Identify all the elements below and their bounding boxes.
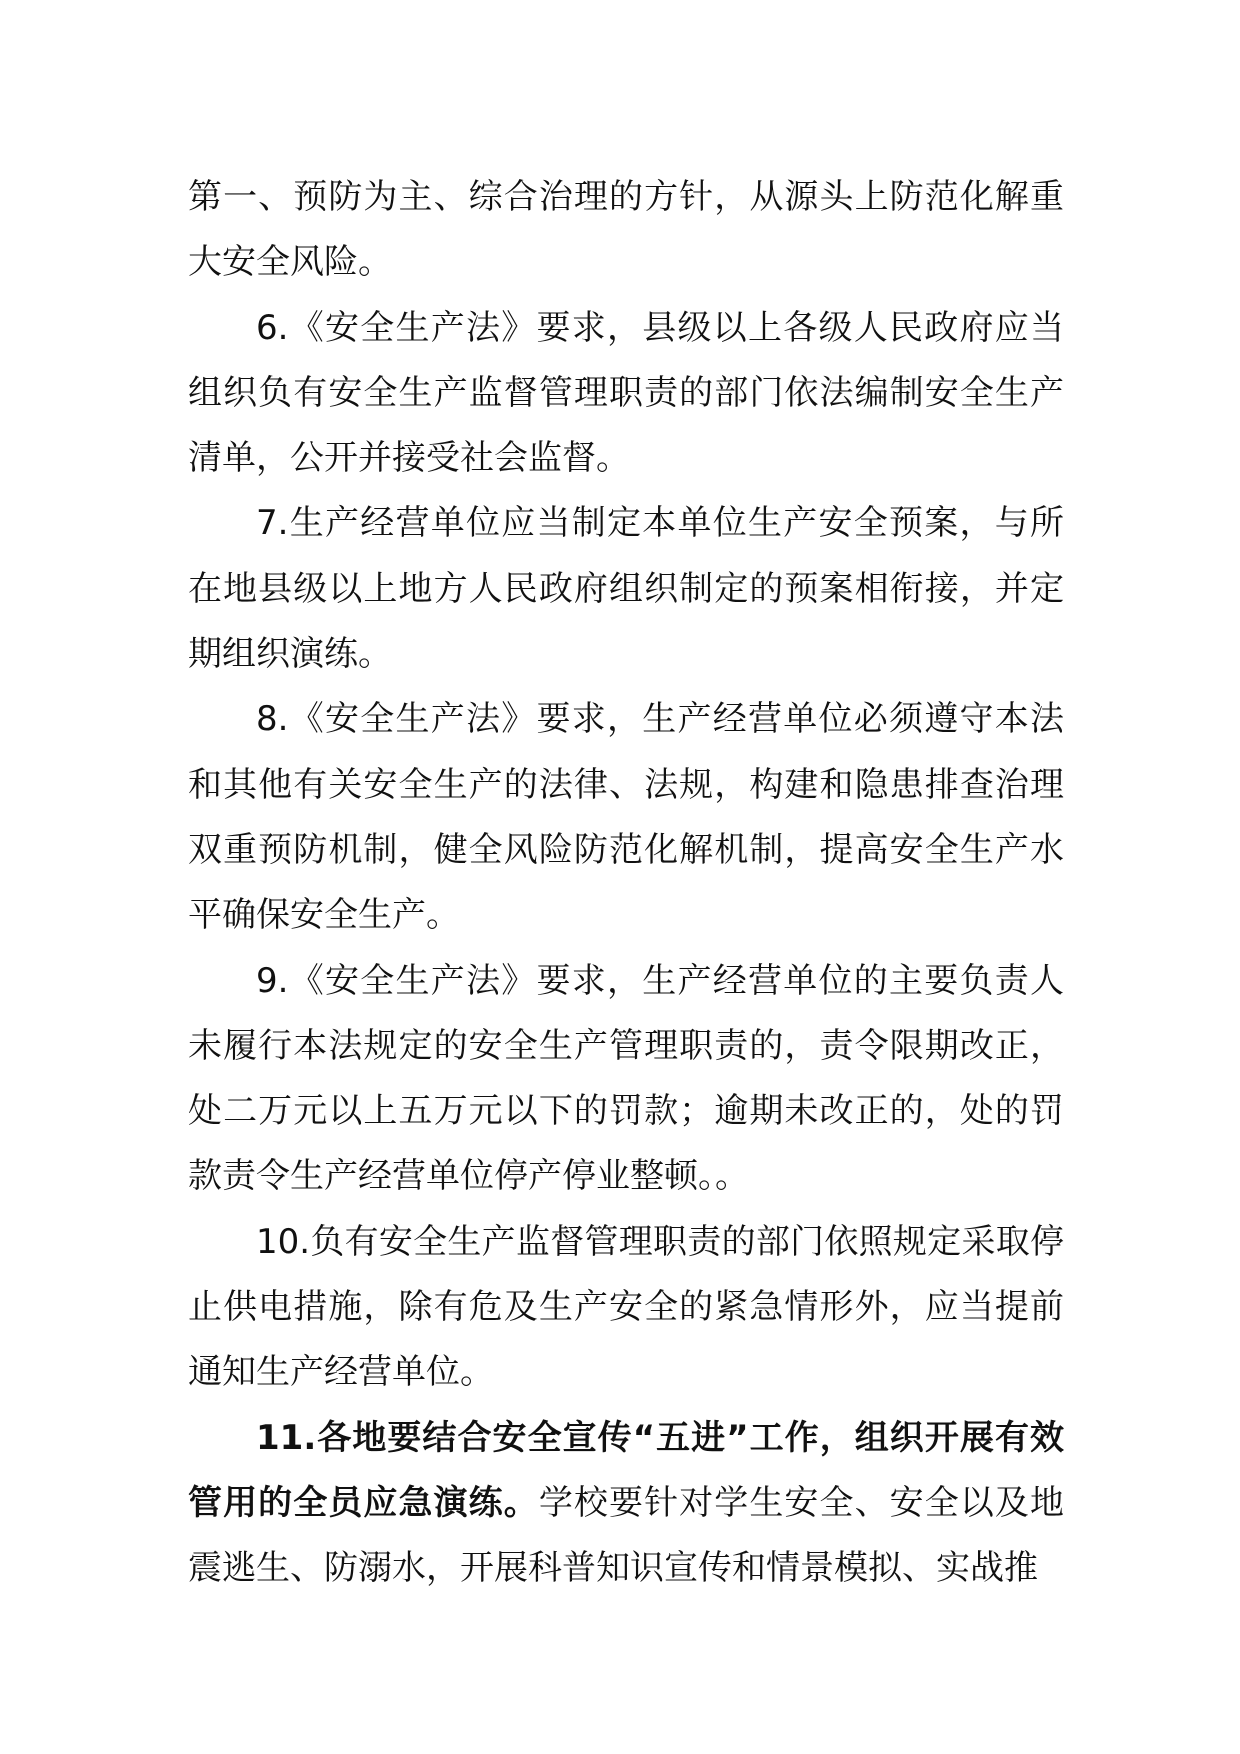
paragraph-item-9-text: 9.《安全生产法》要求，生产经营单位的主要负责人未履行本法规定的安全生产管理职责的，责令限期改正，处二万元以上五万元以下的罚款；逾期未改正的，处的罚款责令生产经营单位停产停业整顿。。 — [188, 960, 1064, 1197]
paragraph-1-text: 第一、预防为主、综合治理的方针，从源头上防范化解重大安全风险。 — [188, 177, 1064, 283]
paragraph-item-6 — [188, 296, 1064, 492]
paragraph-item-8-text: 8.《安全生产法》要求，生产经营单位必须遵守本法和其他有关安全生产的法律、法规，构建和隐患排查治理双重预防机制，健全风险防范化解机制，提高安全生产水平确保安全生产。 — [188, 699, 1064, 936]
paragraph-item-7-text: 7.生产经营单位应当制定本单位生产安全预案，与所在地县级以上地方人民政府组织制定的预案相衔接，并定期组织演练。 — [188, 503, 1064, 675]
paragraph-item-11-text: 学校要针对学生安全、安全以及地震逃生、防溺水，开展科普知识宣传和情景模拟、实战推 — [188, 1482, 1065, 1589]
document-page — [188, 165, 1064, 1602]
paragraph-item-11-heading: 11.各地要结合安全宣传“五进”工作，组织开展有效管用的全员应急演练。 — [188, 1417, 1064, 1523]
paragraph-item-7 — [188, 491, 1064, 687]
paragraph-item-10-text: 10.负有安全生产监督管理职责的部门依照规定采取停止供电措施，除有危及生产安全的紧急情形外，应当提前通知生产经营单位。 — [188, 1221, 1064, 1393]
paragraph-item-6-text: 6.《安全生产法》要求，县级以上各级人民政府应当组织负有安全生产监督管理职责的部门依法编制安全生产清单，公开并接受社会监督。 — [188, 307, 1064, 479]
paragraph-item-11 — [188, 1406, 1064, 1602]
paragraph-1 — [188, 165, 1064, 296]
paragraph-item-8 — [188, 687, 1064, 948]
paragraph-item-10 — [188, 1210, 1064, 1406]
paragraph-item-9 — [188, 949, 1064, 1210]
